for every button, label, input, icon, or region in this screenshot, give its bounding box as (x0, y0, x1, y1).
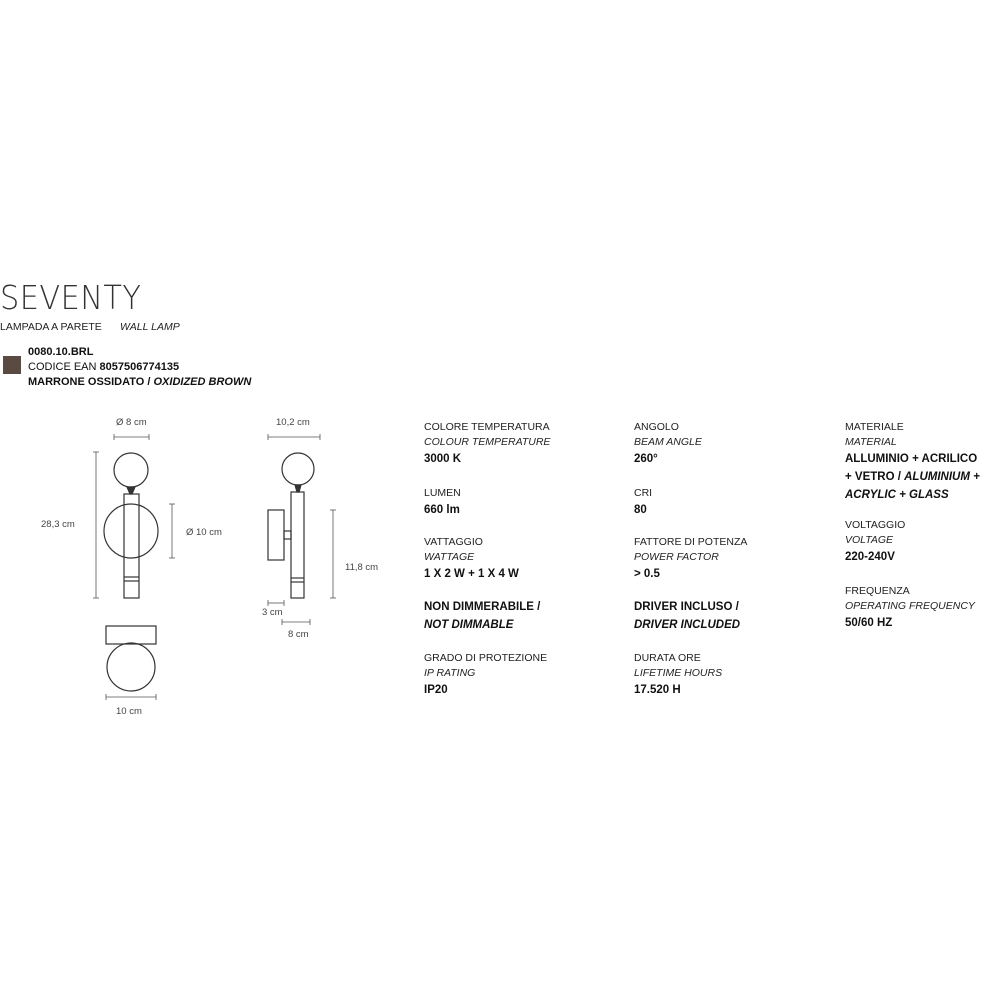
front-disc (104, 504, 158, 558)
dim-disc: Ø 10 cm (186, 527, 222, 538)
spec-dimmable-it: NON DIMMERABILE / (424, 601, 541, 613)
spec-label-en: MATERIAL (845, 436, 897, 448)
spec-label: MATERIALE (845, 421, 904, 433)
spec-label: GRADO DI PROTEZIONE (424, 652, 548, 664)
spec-lifetime (634, 651, 804, 699)
technical-drawing (0, 0, 400, 1000)
dim-height: 28,3 cm (41, 519, 75, 530)
spec-colour-temp (424, 420, 594, 468)
finish-it: MARRONE OSSIDATO / (28, 376, 151, 388)
spec-material-line3: ACRYLIC + GLASS (845, 489, 949, 501)
spec-cri (634, 486, 804, 519)
spec-label-en: OPERATING FREQUENCY (845, 600, 975, 612)
spec-label: DURATA ORE (634, 652, 701, 664)
finish-en: OXIDIZED BROWN (153, 376, 252, 388)
spec-label: FATTORE DI POTENZA (634, 536, 748, 548)
spec-label: VOLTAGGIO (845, 519, 906, 531)
side-globe (282, 453, 314, 485)
spec-value: 1 X 2 W + 1 X 4 W (424, 568, 519, 580)
spec-value: 50/60 HZ (845, 617, 893, 629)
spec-label-en: WATTAGE (424, 551, 475, 563)
spec-driver (634, 598, 804, 634)
spec-dimmable (424, 598, 594, 634)
spec-material-line1: ALLUMINIO + ACRILICO (845, 453, 978, 465)
spec-value: 660 lm (424, 504, 460, 516)
spec-driver-it: DRIVER INCLUSO / (634, 601, 739, 613)
dim-top-width: 10 cm (116, 706, 142, 717)
dim-base-depth: 3 cm (262, 607, 283, 618)
spec-driver-en: DRIVER INCLUDED (634, 619, 741, 631)
spec-label-en: LIFETIME HOURS (634, 667, 723, 679)
product-code: 0080.10.BRL (28, 346, 94, 358)
dim-side-height: 11,8 cm (345, 562, 379, 573)
side-arm (284, 531, 291, 539)
spec-label-en: POWER FACTOR (634, 551, 719, 563)
dim-side-depth: 10,2 cm (276, 417, 310, 428)
spec-material (845, 420, 1000, 504)
side-wallplate (268, 510, 284, 560)
spec-label-en: IP RATING (424, 667, 476, 679)
spec-label: ANGOLO (634, 421, 679, 433)
spec-voltage (845, 518, 1000, 566)
product-title: SEVENTY (0, 278, 142, 317)
spec-value: 3000 K (424, 453, 462, 465)
spec-beam (634, 420, 804, 468)
spec-material-line2 (845, 468, 1000, 486)
spec-label: COLORE TEMPERATURA (424, 421, 550, 433)
front-stem (124, 494, 139, 598)
spec-label-en: VOLTAGE (845, 534, 894, 546)
spec-wattage (424, 535, 594, 583)
spec-ip (424, 651, 594, 699)
top-globe (107, 643, 155, 691)
spec-label: LUMEN (424, 487, 461, 499)
spec-value: > 0.5 (634, 568, 660, 580)
spec-power-factor (634, 535, 804, 583)
spec-value: IP20 (424, 684, 448, 696)
spec-frequency (845, 584, 1000, 632)
spec-value: 220-240V (845, 551, 895, 563)
ean-number: 8057506774135 (99, 361, 180, 373)
product-type-en: WALL LAMP (120, 321, 180, 333)
spec-material-line2-en: ALUMINIUM + (904, 471, 980, 483)
spec-label: FREQUENZA (845, 585, 910, 597)
spec-value: 80 (634, 504, 647, 516)
spec-value: 260° (634, 453, 658, 465)
front-neck (127, 487, 135, 494)
spec-material-line2-it: + VETRO / (845, 471, 901, 483)
spec-label: VATTAGGIO (424, 536, 483, 548)
spec-lumen (424, 486, 594, 519)
spec-label: CRI (634, 487, 653, 499)
dim-side-bottom: 8 cm (288, 629, 309, 640)
spec-label-en: BEAM ANGLE (634, 436, 702, 448)
product-type-it: LAMPADA A PARETE (0, 321, 102, 333)
ean-label: CODICE EAN (28, 361, 97, 373)
spec-dimmable-en: NOT DIMMABLE (424, 619, 514, 631)
spec-label-en: COLOUR TEMPERATURE (424, 436, 551, 448)
spec-value: 17.520 H (634, 684, 681, 696)
top-wallplate (106, 626, 156, 644)
side-neck (295, 485, 301, 492)
front-globe (114, 453, 148, 487)
dim-front-width: Ø 8 cm (116, 417, 147, 428)
